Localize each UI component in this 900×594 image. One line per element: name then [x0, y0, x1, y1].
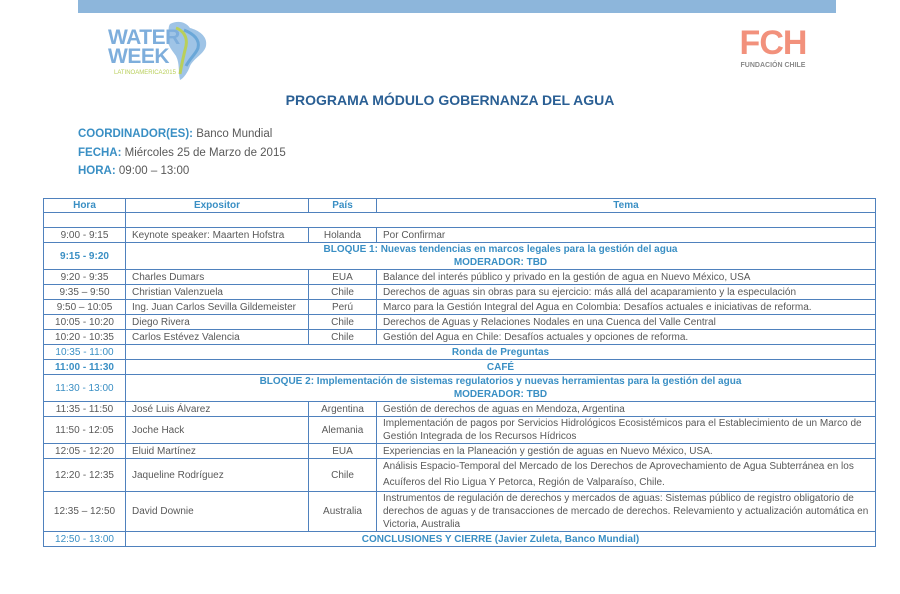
top-banner-bar — [78, 0, 836, 13]
block-row — [44, 375, 876, 402]
block-moderator: MODERADOR: TBD — [453, 257, 548, 268]
cell-hora: 11:35 - 11:50 — [44, 402, 126, 417]
column-header-pais: País — [309, 199, 377, 213]
table-row — [44, 285, 876, 300]
questions-cell: Ronda de Preguntas — [126, 345, 876, 360]
cell-expositor: Christian Valenzuela — [126, 285, 309, 300]
cell-hora: 12:20 - 12:35 — [44, 459, 126, 492]
cell-pais: Chile — [309, 330, 377, 345]
cell-expositor: Carlos Estévez Valencia — [126, 330, 309, 345]
cell-pais: Chile — [309, 459, 377, 492]
logo-line-water: WATER — [108, 26, 180, 49]
table-row — [44, 444, 876, 459]
time-value: 09:00 – 13:00 — [115, 165, 190, 177]
table-row — [44, 270, 876, 285]
date-value: Miércoles 25 de Marzo de 2015 — [121, 146, 286, 159]
table-header-row — [44, 199, 876, 213]
block-moderator: MODERADOR: TBD — [453, 389, 548, 400]
cell-expositor: Keynote speaker: Maarten Hofstra — [126, 228, 309, 243]
break-row — [44, 360, 876, 375]
block-title: BLOQUE 2: Implementación de sistemas regulatorios y nuevas herramientas para la gestión del agua — [259, 376, 742, 387]
cell-expositor: David Downie — [126, 492, 309, 532]
cell-tema: Instrumentos de regulación de derechos y mercados de aguas: Sistemas público de registro obligatorio de derechos de aguas y de transacciones de mercado de derechos. Relevamiento y actualización automática en Victoria, Australia — [377, 492, 876, 532]
cell-tema: Análisis Espacio-Temporal del Mercado de los Derechos de Aprovechamiento de Agua Subterránea en los Acuíferos del Rio Ligua Y Petorca, Región de Valparaíso, Chile. — [377, 459, 876, 492]
cell-hora: 9:50 – 10:05 — [44, 300, 126, 315]
cell-pais: EUA — [309, 444, 377, 459]
cell-hora: 12:05 - 12:20 — [44, 444, 126, 459]
cell-hora: 11:00 - 11:30 — [44, 360, 126, 375]
column-header-hora: Hora — [44, 199, 126, 213]
empty-row — [44, 213, 876, 228]
cell-expositor: Diego Rivera — [126, 315, 309, 330]
cell-tema: Gestión del Agua en Chile: Desafíos actuales y opciones de reforma. — [377, 330, 876, 345]
cell-tema: Derechos de Aguas y Relaciones Nodales en una Cuenca del Valle Central — [377, 315, 876, 330]
block-title-cell — [126, 375, 876, 402]
block-row — [44, 243, 876, 270]
cell-hora: 9:00 - 9:15 — [44, 228, 126, 243]
logo-text — [108, 28, 180, 66]
coordinator-value: Banco Mundial — [193, 128, 273, 140]
closing-row — [44, 532, 876, 547]
cell-hora: 10:20 - 10:35 — [44, 330, 126, 345]
cell-expositor: Jaqueline Rodríguez — [126, 459, 309, 492]
column-header-tema: Tema — [377, 199, 876, 213]
cell-expositor: José Luis Álvarez — [126, 402, 309, 417]
cell-tema: Balance del interés público y privado en la gestión de agua en Nuevo México, USA — [377, 270, 876, 285]
block-title: BLOQUE 1: Nuevas tendencias en marcos legales para la gestión del agua — [323, 244, 678, 255]
cell-pais: Chile — [309, 315, 377, 330]
cell-pais: Australia — [309, 492, 377, 532]
table-row — [44, 315, 876, 330]
date-line — [78, 144, 286, 163]
cell-tema: Experiencias en la Planeación y gestión de aguas en Nuevo México, USA. — [377, 444, 876, 459]
cell-pais: Argentina — [309, 402, 377, 417]
table-row — [44, 228, 876, 243]
cell-hora: 10:35 - 11:00 — [44, 345, 126, 360]
cell-pais: Chile — [309, 285, 377, 300]
time-label: HORA: — [78, 165, 116, 177]
cell-hora: 12:35 – 12:50 — [44, 492, 126, 532]
date-label: FECHA: — [78, 146, 122, 159]
cell-expositor: Ing. Juan Carlos Sevilla Gildemeister — [126, 300, 309, 315]
cell-hora: 11:50 - 12:05 — [44, 417, 126, 444]
table-row — [44, 417, 876, 444]
cell-pais: Holanda — [309, 228, 377, 243]
table-row — [44, 459, 876, 492]
cell-expositor: Joche Hack — [126, 417, 309, 444]
table-row — [44, 492, 876, 532]
cell-hora: 10:05 - 10:20 — [44, 315, 126, 330]
coordinator-line — [78, 125, 286, 144]
cell-hora: 11:30 - 13:00 — [44, 375, 126, 402]
cell-pais: Alemania — [309, 417, 377, 444]
cell-hora: 9:15 - 9:20 — [44, 243, 126, 270]
fch-mark: FCH — [739, 24, 807, 62]
water-week-logo — [104, 18, 214, 84]
cell-pais: EUA — [309, 270, 377, 285]
table-row — [44, 300, 876, 315]
cell-tema: Marco para la Gestión Integral del Agua en Colombia: Desafíos actuales e iniciativas de reforma. — [377, 300, 876, 315]
cell-pais: Perú — [309, 300, 377, 315]
cell-hora: 9:35 – 9:50 — [44, 285, 126, 300]
break-row — [44, 345, 876, 360]
cell-tema: Gestión de derechos de aguas en Mendoza, Argentina — [377, 402, 876, 417]
cell-expositor: Charles Dumars — [126, 270, 309, 285]
cell-tema: Derechos de aguas sin obras para su ejercicio: más allá del acaparamiento y la especulación — [377, 285, 876, 300]
page-title: PROGRAMA MÓDULO GOBERNANZA DEL AGUA — [285, 92, 615, 108]
coffee-cell: CAFÉ — [126, 360, 876, 375]
logo-line-week: WEEK — [108, 45, 169, 68]
fch-subtitle: FUNDACIÓN CHILE — [740, 62, 806, 69]
cell-hora: 9:20 - 9:35 — [44, 270, 126, 285]
table-row — [44, 330, 876, 345]
block-title-cell — [126, 243, 876, 270]
program-table — [43, 198, 876, 547]
coordinator-label: COORDINADOR(ES): — [78, 128, 193, 140]
column-header-expositor: Expositor — [126, 199, 309, 213]
time-line — [78, 162, 286, 181]
cell-expositor: Eluid Martínez — [126, 444, 309, 459]
table-row — [44, 402, 876, 417]
cell-tema: Implementación de pagos por Servicios Hidrológicos Ecosistémicos para el Establecimiento de un Marco de Gestión Integrada de los Recursos Hídricos — [377, 417, 876, 444]
program-meta — [78, 125, 286, 181]
fundacion-chile-logo — [728, 26, 818, 78]
cell-tema: Por Confirmar — [377, 228, 876, 243]
logo-subtitle: LATINOAMERICA2015 — [114, 70, 176, 76]
closing-cell: CONCLUSIONES Y CIERRE (Javier Zuleta, Banco Mundial) — [126, 532, 876, 547]
cell-hora: 12:50 - 13:00 — [44, 532, 126, 547]
